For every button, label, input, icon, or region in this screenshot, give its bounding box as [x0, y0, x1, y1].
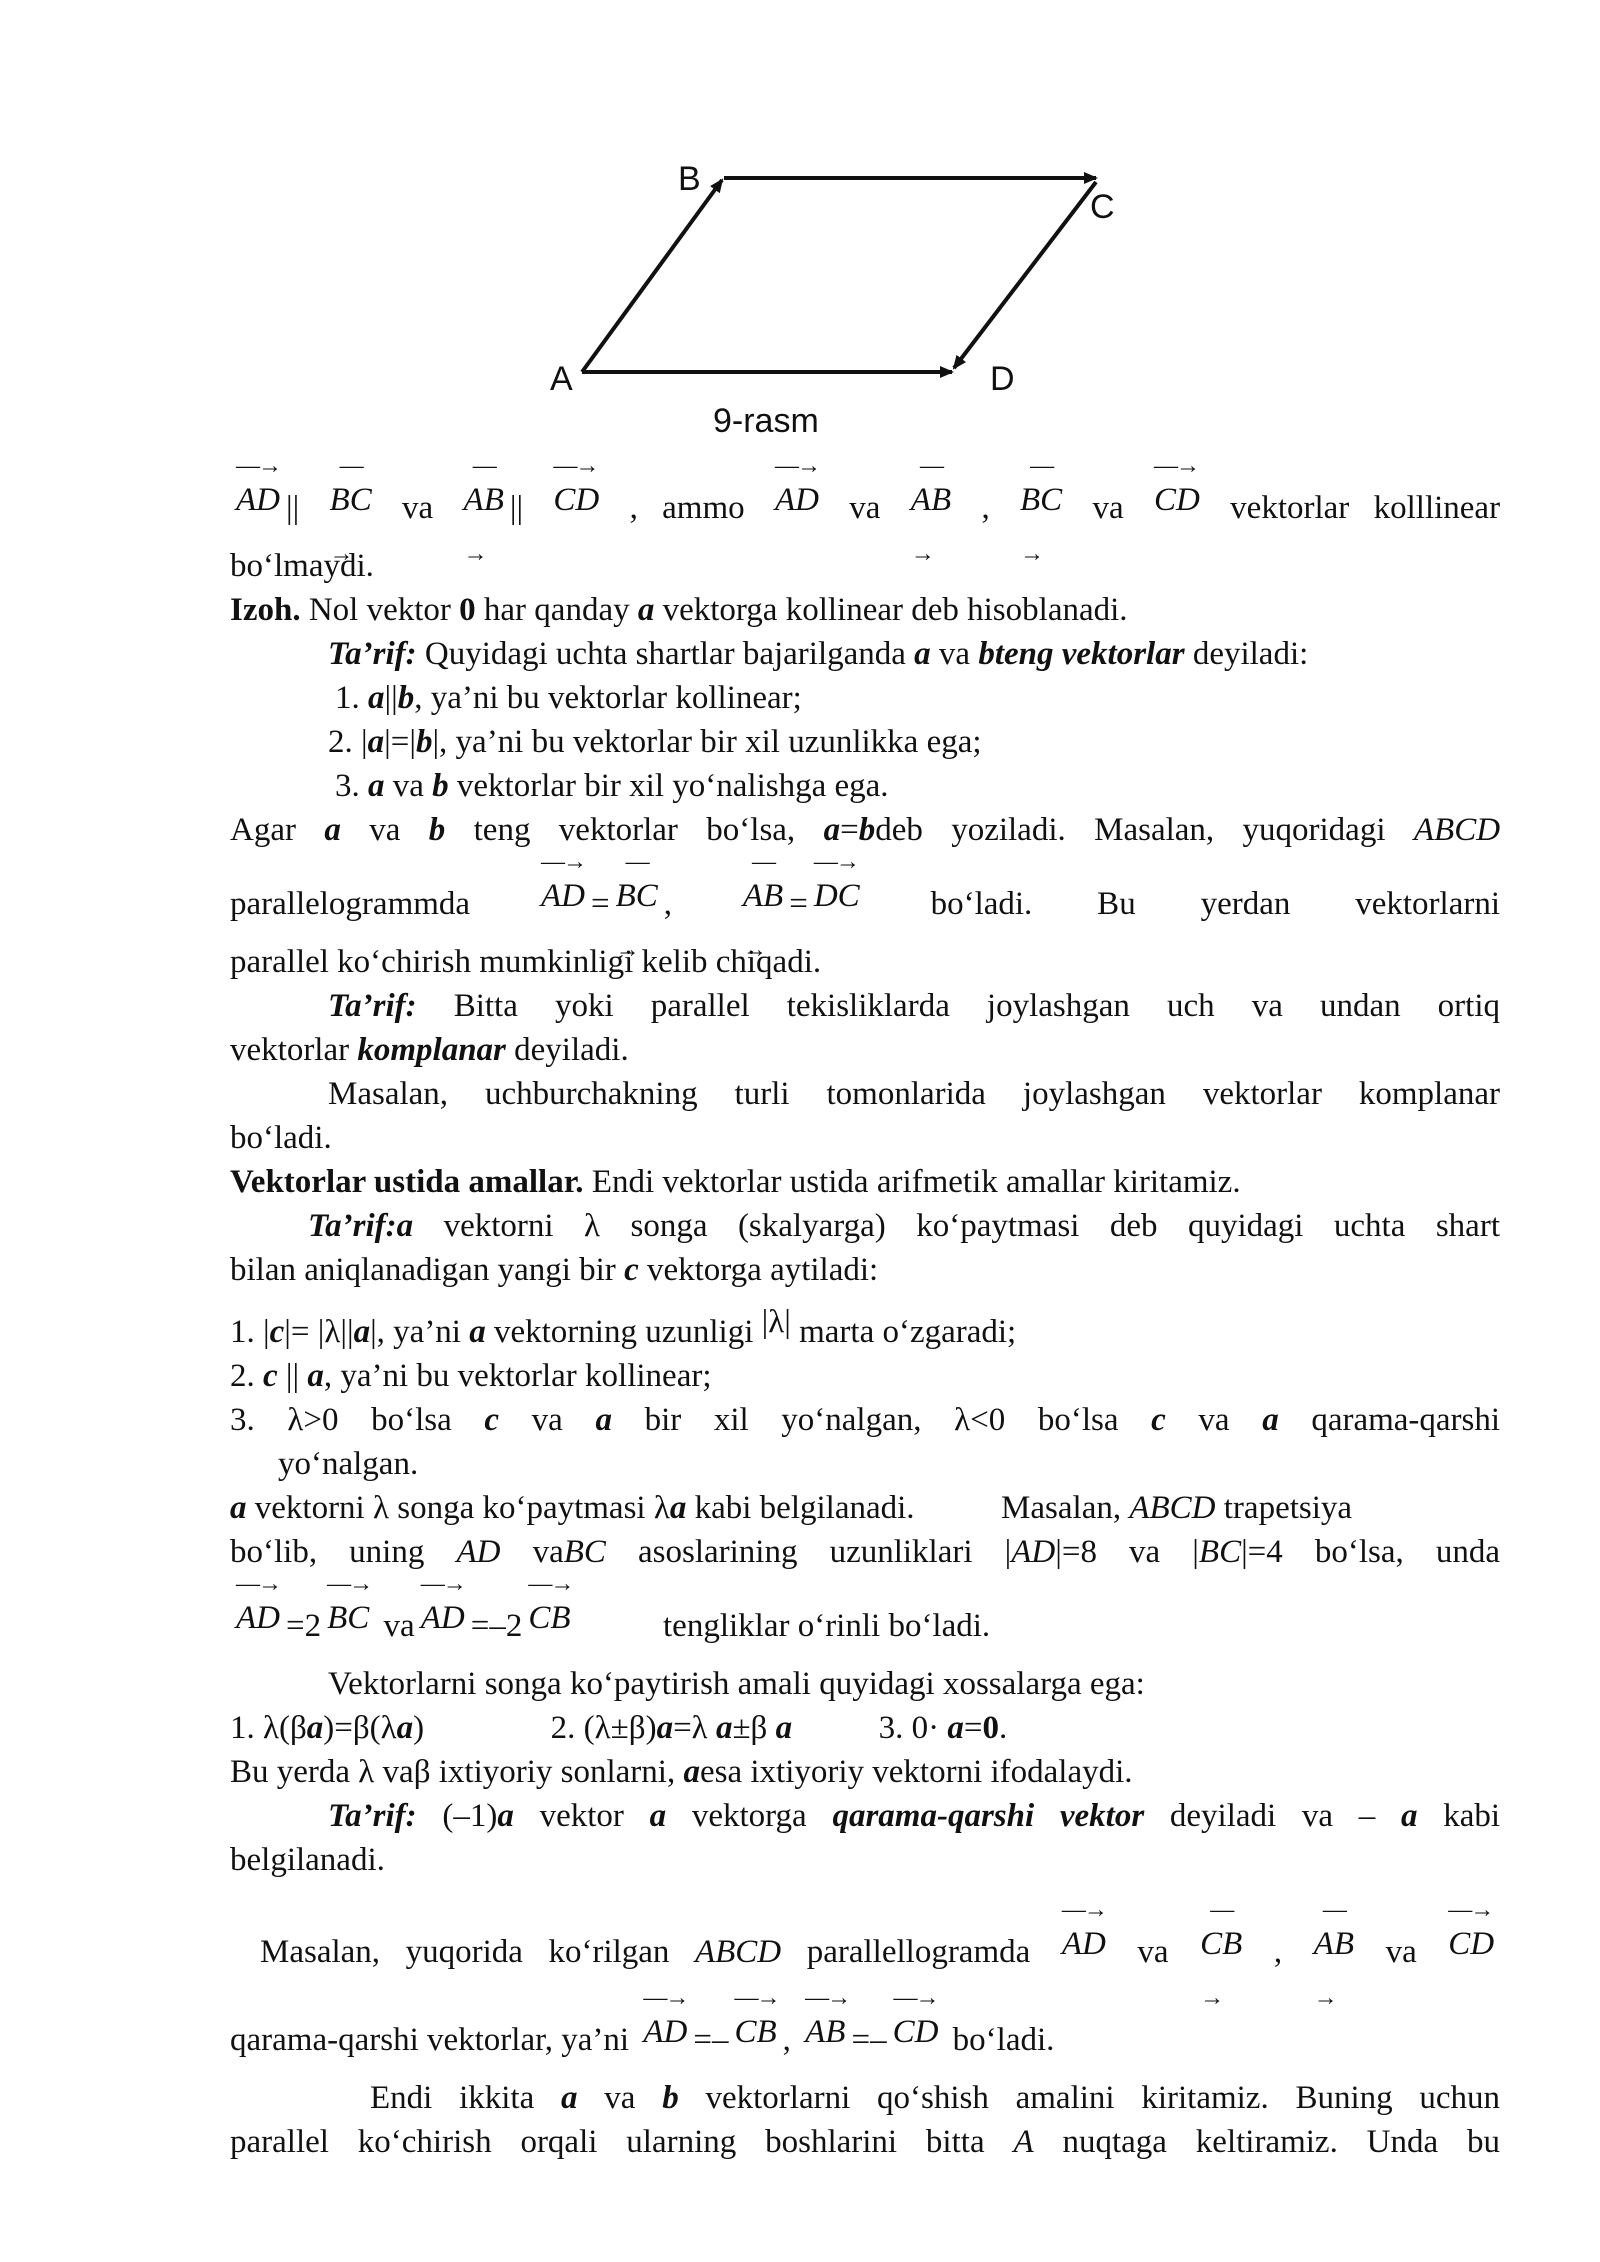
condition-line [230, 720, 1500, 764]
term-coplanar: komplanar [357, 1032, 506, 1068]
parallel-sign: || [286, 490, 300, 526]
text: va [1385, 1934, 1417, 1970]
vector-bc: —→ BC [1020, 456, 1062, 544]
text: bo‘ladi. [230, 1120, 332, 1156]
vector-a: a [230, 1490, 247, 1526]
text: parallel ko‘chirish orqali ularning boshlarini bitta [230, 2124, 985, 2160]
text: har qanday [483, 592, 630, 628]
list-item [230, 1398, 1500, 1442]
text: =– [693, 2022, 729, 2058]
text-line [230, 1838, 1500, 1882]
text: vektorlar bir xil yo‘nalishga ega. [456, 768, 889, 804]
vector-cb: —→ CB [1200, 1900, 1242, 1988]
vector-a: a [324, 812, 341, 848]
text: va [383, 1608, 415, 1644]
text: Masalan, yuqorida ko‘rilgan [260, 1934, 670, 1970]
segment-bc: BC [1198, 1534, 1242, 1570]
vector-a: a [683, 1754, 700, 1790]
figure-caption: 9-rasm [713, 402, 819, 440]
vector-bc: —→ BC [330, 456, 372, 544]
parallelogram-diagram [230, 160, 1500, 450]
vector-a: a [396, 1208, 414, 1244]
vector-cb: —→ CB [528, 1574, 570, 1662]
text: qarama-qarshi vektorlar, ya’ni [230, 2022, 630, 2058]
vector-c: c [1151, 1402, 1166, 1438]
text: deb yoziladi. Masalan, yuqoridagi [875, 812, 1386, 848]
definition-label: Ta’rif: [308, 1208, 397, 1244]
text: , [782, 2022, 791, 2058]
text: vektorlar [230, 1032, 350, 1068]
document-page [230, 160, 1500, 2164]
text: Bu yerda λ vaβ ixtiyoriy sonlarni, [230, 1754, 676, 1790]
text: 1. | [230, 1314, 270, 1350]
text: va [532, 1534, 564, 1570]
properties-line [230, 1706, 1500, 1750]
text: = [840, 812, 859, 848]
vector-ab: —→ AB [743, 852, 783, 940]
text: va [1198, 1402, 1230, 1438]
text: (–1) [442, 1798, 498, 1834]
note-label: Izoh. [230, 592, 301, 628]
text: nuqtaga keltiramiz. Unda bu [1062, 2124, 1501, 2160]
text-line [230, 1116, 1500, 1160]
definition-line [230, 984, 1500, 1028]
vector-ad: —→ AD [236, 1574, 280, 1662]
vector-bc: —→ BC [616, 852, 658, 940]
text: Endi vektorlar ustida arifmetik amallar kiritamiz. [591, 1164, 1241, 1200]
vector-ad: —→ AD [775, 456, 819, 544]
text: = [789, 886, 808, 922]
vector-a: a [561, 2080, 578, 2116]
text: va [849, 490, 881, 526]
text-line [230, 544, 1500, 588]
text: , ya’ni bu vektorlar kollinear; [414, 680, 802, 716]
text-line [230, 1028, 1500, 1072]
text: Agar [230, 812, 296, 848]
vector-a: a [469, 1314, 486, 1350]
text: va [1137, 1934, 1169, 1970]
property-1: 1. λ(βa)=β(λa) [230, 1710, 425, 1746]
term-equal-vectors: bteng vektorlar [978, 636, 1185, 672]
text: trapetsiya [1223, 1490, 1353, 1526]
vector-b: b [432, 768, 449, 804]
text: vektorga aytiladi: [646, 1252, 879, 1288]
vector-a: a [914, 636, 931, 672]
text: va [1092, 490, 1124, 526]
text: deyiladi. [514, 1032, 629, 1068]
text: |, ya’ni bu vektorlar bir xil uzunlikka ega; [432, 724, 982, 760]
property-3: 3. 0· a=0. [878, 1710, 1008, 1746]
text: Nol vektor [308, 592, 451, 628]
text: bo‘ladi. [952, 2022, 1055, 2058]
definition-line [230, 632, 1500, 676]
definition-label: Ta’rif: [328, 636, 417, 672]
definition-line [230, 1794, 1500, 1838]
definition-label: Ta’rif: [328, 1798, 417, 1834]
text: |=8 va | [1055, 1534, 1199, 1570]
vector-cd: —→ CD [1154, 456, 1200, 544]
text: vektorga kollinear deb hisoblanadi. [662, 592, 1128, 628]
text-line [230, 1900, 1500, 1988]
vector-ab: —→ AB [464, 456, 504, 544]
vector-ab: —→ AB [911, 456, 951, 544]
vector-ad: —→ AD [1062, 1900, 1106, 1988]
text: = [590, 886, 610, 922]
text: vektorga [691, 1798, 807, 1834]
vector-a: a [637, 592, 655, 628]
condition-line [230, 676, 1500, 720]
vector-a: a [368, 680, 385, 716]
point-label-b: B [678, 160, 701, 198]
vector-a: a [497, 1798, 514, 1834]
vector-ab: —→ AB [805, 1988, 845, 2076]
parallel-sign: || [509, 490, 524, 526]
text: va [402, 490, 434, 526]
text: tengliklar o‘rinli bo‘ladi. [663, 1608, 991, 1644]
text: |=| [384, 724, 416, 760]
text: |, ya’ni [370, 1314, 461, 1350]
segment-ad: AD [456, 1534, 501, 1570]
text: Vektorlarni songa ko‘paytirish amali quyidagi xossalarga ega: [328, 1666, 1145, 1702]
text: vektorlarni qo‘shish amalini kiritamiz. Buning uchun [705, 2080, 1501, 2116]
text-line [230, 1988, 1500, 2076]
figure-name: ABCD [1129, 1490, 1216, 1526]
text: vektorni λ songa (skalyarga) ko‘paytmasi deb quyidagi uchta shart [443, 1208, 1500, 1244]
equation-line [230, 1574, 1500, 1662]
text: marta o‘zgaradi; [799, 1314, 1017, 1350]
text: 3. [335, 768, 360, 804]
text: asoslarining uzunliklari | [638, 1534, 1012, 1570]
segment-bc: BC [563, 1534, 606, 1570]
text: , [1273, 1934, 1283, 1970]
text: 2. | [328, 724, 368, 760]
vector-cd: —→ CD [553, 456, 599, 544]
text: bo‘lmaydi. [230, 548, 374, 584]
text: =2 [286, 1608, 322, 1644]
text: || [285, 1358, 300, 1394]
text: vektor [539, 1798, 624, 1834]
point-label-d: D [990, 360, 1015, 398]
figure-name: ABCD [694, 1934, 782, 1970]
vector-a: a [1262, 1402, 1279, 1438]
segment-ad: AD [1011, 1534, 1056, 1570]
text-line [230, 1486, 1500, 1530]
text: =– [851, 2022, 887, 2058]
text-line [230, 852, 1500, 940]
text: 1. [335, 680, 360, 716]
text: || [384, 680, 398, 716]
text: deyiladi va – [1169, 1798, 1376, 1834]
vector-cd [954, 182, 1096, 368]
text-line [230, 808, 1500, 852]
text: bo‘ladi. Bu yerdan vektorlarni [930, 886, 1501, 922]
text: Masalan, [1001, 1490, 1122, 1526]
text: kabi [1443, 1798, 1501, 1834]
point-a: A [1013, 2124, 1034, 2160]
text-line [230, 1248, 1500, 1292]
vector-a: a [1401, 1798, 1418, 1834]
text-line [230, 940, 1500, 984]
text: Quyidagi uchta shartlar bajarilganda [424, 636, 906, 672]
vector-ad: —→ AD [421, 1574, 465, 1662]
text: parallellogramda [806, 1934, 1031, 1970]
vector-dc: —→ DC [814, 852, 860, 940]
section-heading: Vektorlar ustida amallar. [230, 1164, 584, 1200]
text-line [230, 1662, 1500, 1706]
text: vektorni λ songa ko‘paytmasi λ [254, 1490, 670, 1526]
vector-ab: —→ AB [1314, 1900, 1354, 1988]
figure-name: ABCD [1413, 812, 1501, 848]
vector-a: a [368, 768, 385, 804]
text: , [663, 886, 672, 922]
vector-a: a [823, 812, 841, 848]
vector-cd: —→ CD [893, 1988, 939, 2076]
text: yo‘nalgan. [278, 1446, 419, 1482]
text-line [230, 1750, 1500, 1794]
text: esa ixtiyoriy vektorni ifodalaydi. [699, 1754, 1133, 1790]
text-line [230, 1072, 1500, 1116]
text-line [230, 2120, 1500, 2164]
condition-line [230, 764, 1500, 808]
vector-c: c [269, 1314, 285, 1350]
vector-b: b [428, 812, 446, 848]
text: va [369, 812, 401, 848]
text: 2. [230, 1358, 255, 1394]
vector-a: a [649, 1798, 667, 1834]
property-2: 2. (λ±β)a=λ a±β a [550, 1710, 793, 1746]
vector-ab [582, 180, 722, 372]
text-line [230, 456, 1500, 544]
text: parallelogrammda [230, 886, 471, 922]
text: vektorlar kolllinear [1230, 490, 1501, 526]
definition-label: Ta’rif: [328, 988, 417, 1024]
term-opposite-vector: qarama-qarshi vektor [832, 1798, 1145, 1834]
list-item [230, 1300, 1500, 1354]
vector-ad: —→ AD [541, 852, 585, 940]
text: kabi belgilanadi. [694, 1490, 915, 1526]
text: va [392, 768, 424, 804]
text: deyiladi: [1192, 636, 1309, 672]
lambda-abs: |λ| [761, 1304, 791, 1340]
text: , ammo [629, 490, 745, 526]
text: , [981, 490, 990, 526]
zero-vector: 0 [459, 592, 476, 628]
text: belgilanadi. [230, 1842, 385, 1878]
text: va [531, 1402, 563, 1438]
point-label-a: A [550, 360, 573, 398]
text: Bitta yoki parallel tekisliklarda joylashgan uch va undan ortiq [453, 988, 1501, 1024]
note-line [230, 588, 1500, 632]
vector-b: b [662, 2080, 679, 2116]
vector-ad: —→ AD [236, 456, 280, 544]
text: 3. λ>0 bo‘lsa [230, 1402, 452, 1438]
vector-c: c [624, 1252, 639, 1288]
text: va [938, 636, 971, 672]
vector-ad: —→ AD [643, 1988, 687, 2076]
text: Masalan, uchburchakning turli tomonlarida joylashgan vektorlar komplanar [328, 1076, 1500, 1112]
vector-b: b [397, 680, 415, 716]
vector-a: a [307, 1358, 324, 1394]
vector-c: c [484, 1402, 500, 1438]
text: bo‘lib, uning [230, 1534, 425, 1570]
text: parallel ko‘chirish mumkinligi kelib chiqadi. [230, 944, 822, 980]
text: , ya’ni bu vektorlar kollinear; [323, 1358, 712, 1394]
vector-a: a [595, 1402, 612, 1438]
text: qarama-qarshi [1311, 1402, 1501, 1438]
vector-a: a [353, 1314, 371, 1350]
text-line [230, 2076, 1500, 2120]
vector-c: c [263, 1358, 278, 1394]
vector-b: b [858, 812, 876, 848]
list-item [230, 1354, 1500, 1398]
vector-bc: —→ BC [327, 1574, 369, 1662]
section-heading-line [230, 1160, 1500, 1204]
text: teng vektorlar bo‘lsa, [473, 812, 796, 848]
vector-b: b [415, 724, 433, 760]
point-label-c: C [1090, 188, 1115, 226]
text: bir xil yo‘nalgan, λ<0 bo‘lsa [644, 1402, 1119, 1438]
text: vektorning uzunligi [493, 1314, 754, 1350]
vector-cb: —→ CB [734, 1988, 776, 2076]
text: va [604, 2080, 636, 2116]
list-item-continuation [230, 1442, 1500, 1486]
parallelogram-figure [230, 160, 1500, 450]
vector-a: a [669, 1490, 687, 1526]
text: |=4 bo‘lsa, unda [1241, 1534, 1501, 1570]
text: bilan aniqlanadigan yangi bir [230, 1252, 616, 1288]
text: |= |λ|| [284, 1314, 354, 1350]
text: Endi ikkita [370, 2080, 535, 2116]
vector-a: a [367, 724, 385, 760]
definition-line [230, 1204, 1500, 1248]
text: =–2 [470, 1608, 523, 1644]
vector-cd: —→ CD [1448, 1900, 1494, 1988]
